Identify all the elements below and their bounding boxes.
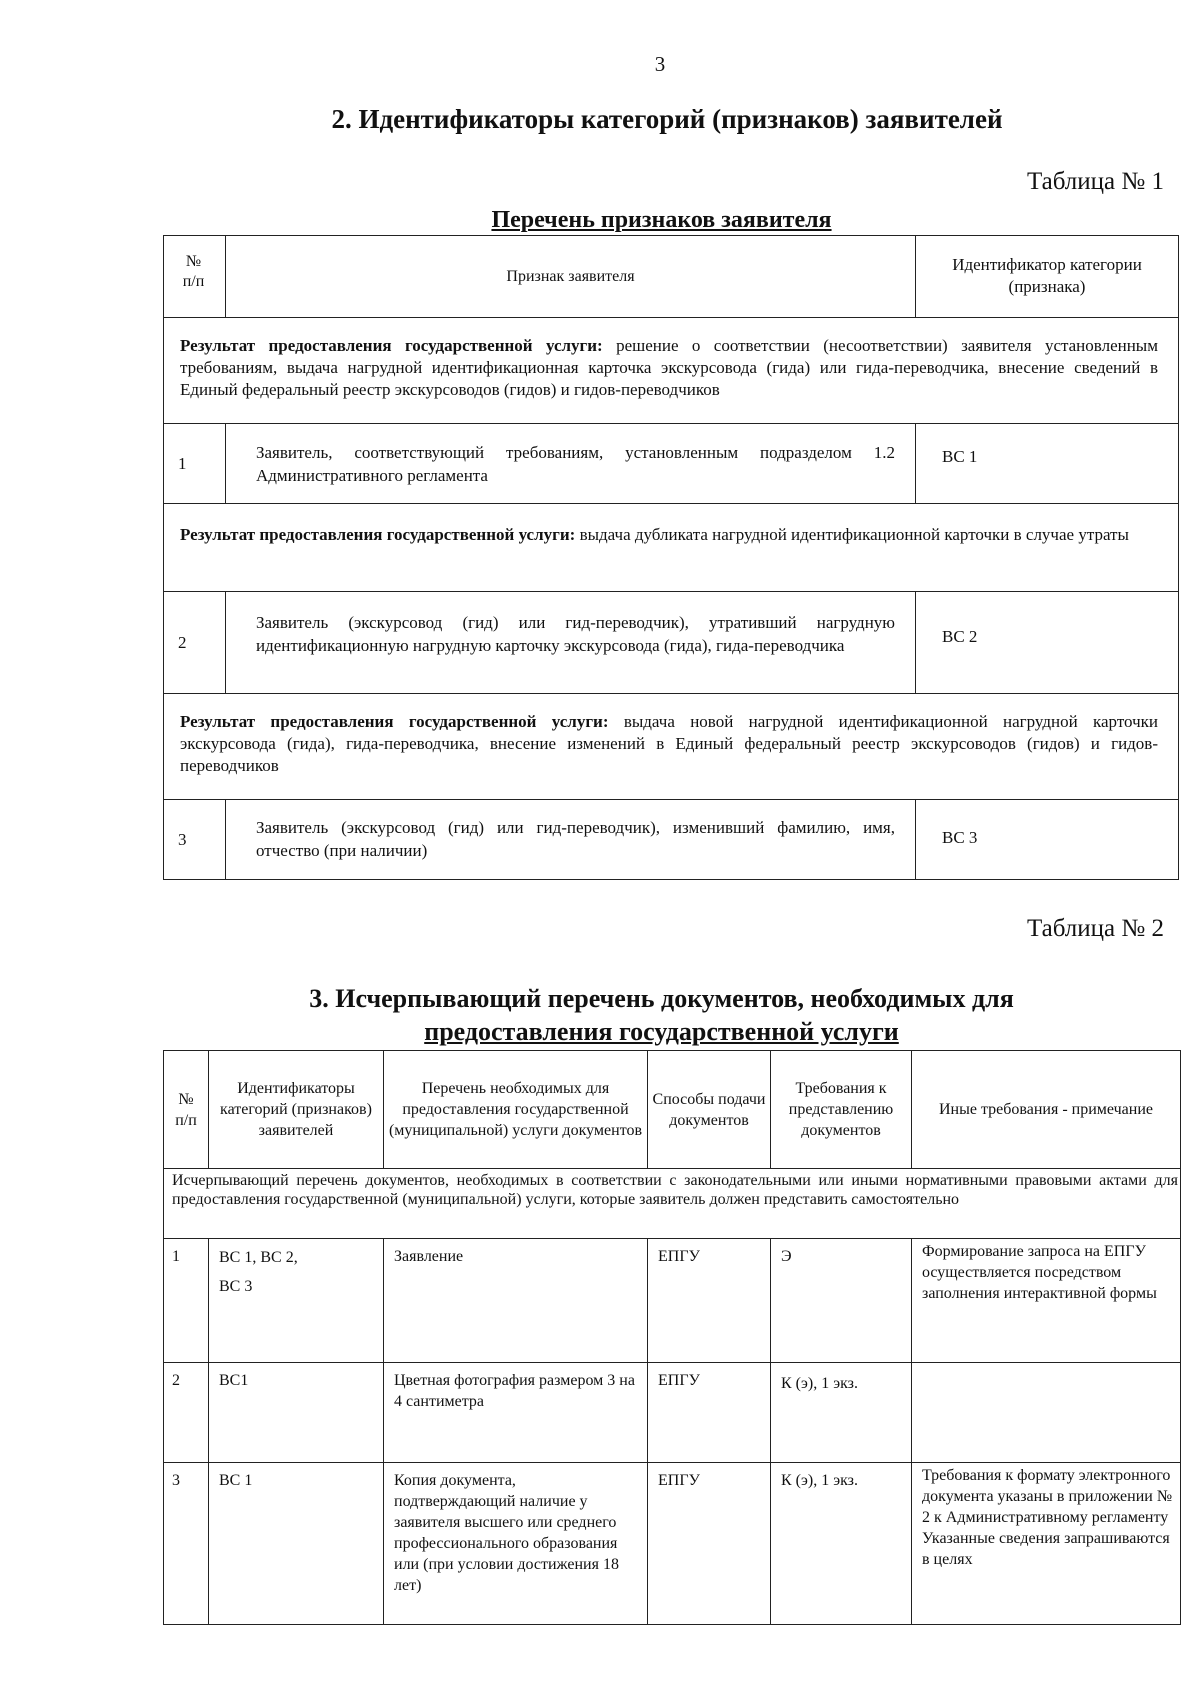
result-text: выдача новой нагрудной идентификационной нагрудной карточки экскурсовода (гида), гида-переводчика, внесение изменений в Единый федеральный реестр экскурсоводов (гидов) и гидов-переводчиков (180, 712, 1158, 775)
category-code: ВС 3 (916, 800, 1179, 880)
table-row (164, 800, 1179, 880)
result-label: Результат предоставления государственной услуги: (180, 712, 609, 731)
section-2-title: 2. Идентификаторы категорий (признаков) заявителей (331, 104, 1003, 134)
document-name: Заявление (384, 1239, 648, 1363)
table-header-row (164, 236, 1179, 318)
table-row (164, 1239, 1181, 1363)
result-cell (164, 318, 1179, 424)
section-3-title-line-2: предоставления государственной услуги (424, 1017, 899, 1046)
submission-method: ЕПГУ (648, 1239, 771, 1363)
table-row (164, 1463, 1181, 1625)
header-documents: Перечень необходимых для предоставления государственной (муниципальной) услуги документов (384, 1051, 648, 1169)
category-code: ВС 1 (916, 424, 1179, 504)
row-number: 3 (164, 800, 226, 880)
header-category-id: Идентификатор категории (признака) (916, 236, 1179, 318)
row-number: 1 (164, 1239, 209, 1363)
header-category-ids: Идентификаторы категорий (признаков) заявителей (209, 1051, 384, 1169)
page-number: 3 (654, 52, 666, 76)
result-row (164, 694, 1179, 800)
note: Формирование запроса на ЕПГУ осуществляется посредством заполнения интерактивной формы (912, 1239, 1181, 1363)
result-row (164, 504, 1179, 592)
table-row (164, 424, 1179, 504)
section-3-title-line-1: 3. Исчерпывающий перечень документов, необходимых для (309, 984, 1014, 1013)
intro-row (164, 1169, 1181, 1239)
category-ids: ВС 1, ВС 2, ВС 3 (209, 1239, 384, 1363)
applicant-sign: Заявитель, соответствующий требованиям, установленным подразделом 1.2 Административного регламента (226, 424, 916, 504)
applicant-sign: Заявитель (экскурсовод (гид) или гид-переводчик), утративший нагрудную идентификационную нагрудную карточку экскурсовода (гида), гида-переводчика (226, 592, 916, 694)
submission-method: ЕПГУ (648, 1363, 771, 1463)
result-text: решение о соответствии (несоответствии) заявителя установленным требованиям, выдача нагрудной идентификационная карточка экскурсовода (гида) или гида-переводчика, внесение сведений в Единый федеральный реестр экскурсоводов (гидов) и гидов-переводчиков (180, 336, 1158, 399)
result-cell (164, 504, 1179, 592)
category-code: ВС 2 (916, 592, 1179, 694)
applicant-criteria-table (163, 235, 1179, 880)
table-row (164, 1363, 1181, 1463)
note: Требования к формату электронного документа указаны в приложении № 2 к Административному регламенту Указанные сведения запрашиваются в целях (912, 1463, 1181, 1625)
requirement: Э (771, 1239, 912, 1363)
header-requirements: Требования к представлению документов (771, 1051, 912, 1169)
result-row (164, 318, 1179, 424)
table-2-label: Таблица № 2 (1026, 915, 1164, 942)
table-1-label: Таблица № 1 (1026, 168, 1164, 195)
submission-method: ЕПГУ (648, 1463, 771, 1625)
section-3-title (0, 982, 1200, 1048)
row-number: 2 (164, 592, 226, 694)
header-number: № п/п (164, 1051, 209, 1169)
intro-text: Исчерпывающий перечень документов, необходимых в соответствии с законодательными или иными нормативными правовыми актами для предоставления государственной (муниципальной) услуги, которые заявитель должен представить самостоятельно (164, 1169, 1181, 1239)
note (912, 1363, 1181, 1463)
table-header-row (164, 1051, 1181, 1169)
result-cell (164, 694, 1179, 800)
table-1-caption: Перечень признаков заявителя (491, 207, 832, 233)
category-ids: ВС 1 (209, 1463, 384, 1625)
category-ids: ВС1 (209, 1363, 384, 1463)
header-number: № п/п (164, 236, 226, 318)
header-notes: Иные требования - примечание (912, 1051, 1181, 1169)
result-label: Результат предоставления государственной услуги: (180, 336, 603, 355)
row-number: 2 (164, 1363, 209, 1463)
requirement: К (э), 1 экз. (771, 1363, 912, 1463)
header-submission-methods: Способы подачи документов (648, 1051, 771, 1169)
applicant-sign: Заявитель (экскурсовод (гид) или гид-переводчик), изменивший фамилию, имя, отчество (при наличии) (226, 800, 916, 880)
document-name: Копия документа, подтверждающий наличие у заявителя высшего или среднего профессионального образования или (при условии достижения 18 лет) (384, 1463, 648, 1625)
header-applicant-sign: Признак заявителя (226, 236, 916, 318)
result-label: Результат предоставления государственной услуги: (180, 525, 576, 544)
document-name: Цветная фотография размером 3 на 4 сантиметра (384, 1363, 648, 1463)
result-text: выдача дубликата нагрудной идентификационной карточки в случае утраты (575, 525, 1129, 544)
row-number: 3 (164, 1463, 209, 1625)
documents-table (163, 1050, 1181, 1625)
requirement: К (э), 1 экз. (771, 1463, 912, 1625)
row-number: 1 (164, 424, 226, 504)
table-row (164, 592, 1179, 694)
